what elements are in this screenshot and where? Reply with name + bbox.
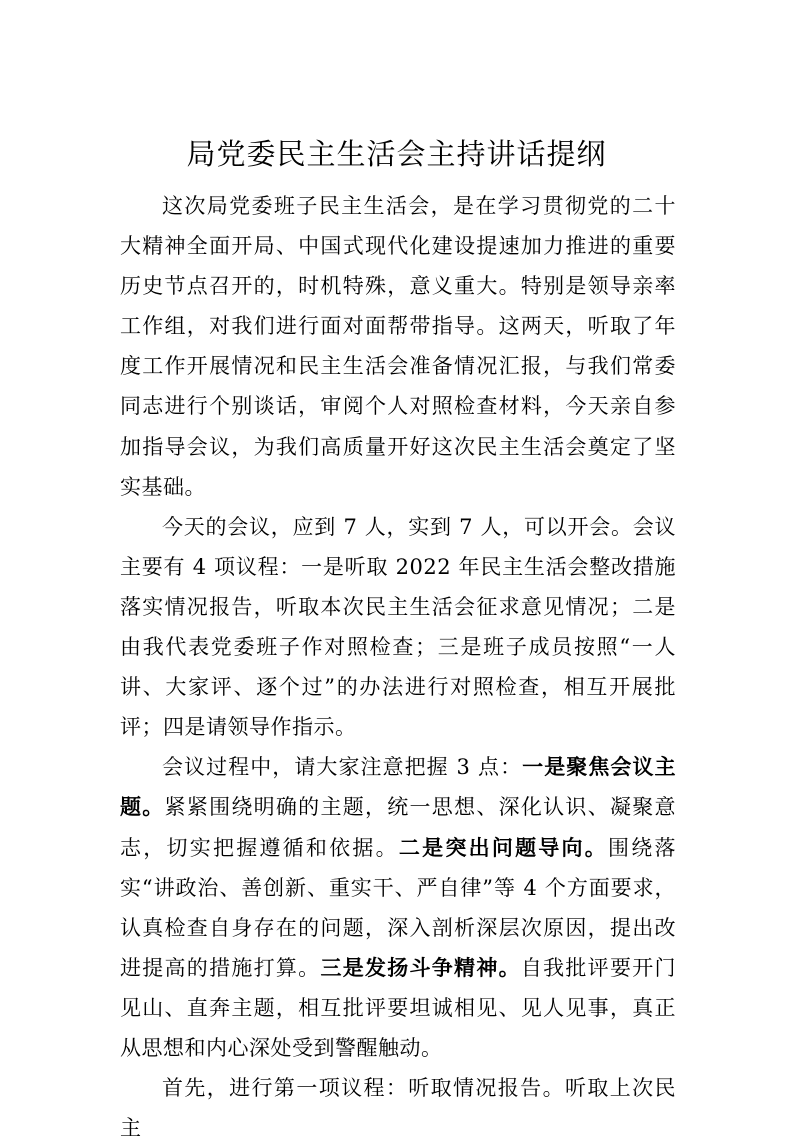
document-title: 局党委民主生活会主持讲话提纲 xyxy=(186,137,607,171)
paragraph-text: 首先，进行第一项议程：听取情况报告。听取上次民主 xyxy=(120,1076,676,1141)
bold-point-one: 一是聚焦会议主题。 xyxy=(120,755,677,820)
paragraph-first-agenda-item xyxy=(120,1068,676,1148)
bold-point-three: 三是发扬斗争精神。 xyxy=(320,955,521,980)
paragraph-requirements xyxy=(120,747,676,1068)
paragraph-text: 自我批评要开门见山、直奔主题，相互批评要坦诚相见、见人见事，真正从思想和内心深处受到警醒触动。 xyxy=(120,955,676,1060)
paragraph-opening xyxy=(120,186,676,507)
paragraph-text: 今天的会议，应到 7 人，实到 7 人，可以开会。会议主要有 4 项议程：一是听取 2022 年民主生活会整改措施落实情况报告，听取本次民主生活会征求意见情况；二是由我代表党委班子作对照检查；三是班子成员按照“一人讲、大家评、逐个过”的办法进行对照检查，相互开展批评；四是请领导作指示。 xyxy=(120,514,676,740)
paragraph-text: 紧紧围绕明确的主题，统一思想、深化认识、凝聚意志，切实把握遵循和依据。 xyxy=(120,795,677,860)
paragraph-text: 这次局党委班子民主生活会，是在学习贯彻党的二十大精神全面开局、中国式现代化建设提速加力推进的重要历史节点召开的，时机特殊，意义重大。特别是领导亲率工作组，对我们进行面对面帮带指导。这两天，听取了年度工作开展情况和民主生活会准备情况汇报，与我们常委同志进行个别谈话，审阅个人对照检查材料，今天亲自参加指导会议，为我们高质量开好这次民主生活会奠定了坚实基础。 xyxy=(120,194,676,499)
document-body xyxy=(120,186,676,1148)
bold-point-two: 二是突出问题导向。 xyxy=(398,835,609,860)
paragraph-text: 会议过程中，请大家注意把握 3 点： xyxy=(162,755,523,780)
paragraph-agenda xyxy=(120,507,676,748)
paragraph-text: 围绕落实“讲政治、善创新、重实干、严自律”等 4 个方面要求，认真检查自身存在的问题，深入剖析深层次原因，提出改进提高的措施打算。 xyxy=(120,835,677,980)
